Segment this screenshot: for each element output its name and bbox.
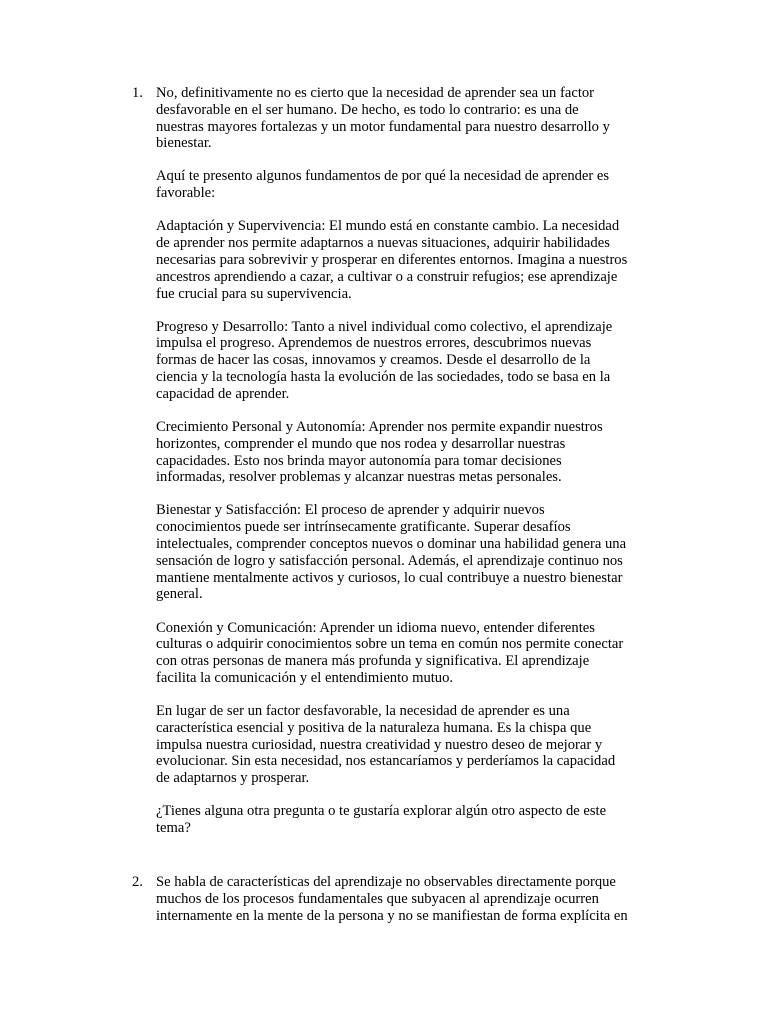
list-number: 2. (132, 874, 143, 890)
paragraph-progreso: Progreso y Desarrollo: Tanto a nivel individual como colectivo, el aprendizaje impulsa el progreso. Aprendemos de nuestros errores, descubrimos nuevas formas de hacer las cosas, innovamos y creamos. Desde el desarrollo de la ciencia y la tecnología hasta la evolución de las sociedades, todo se basa en la capacidad de aprender. (156, 318, 613, 402)
paragraph-pregunta: ¿Tienes alguna otra pregunta o te gustaría explorar algún otro aspecto de este tema? (156, 803, 607, 837)
list-number: 1. (132, 85, 143, 101)
paragraph-conclusion: En lugar de ser un factor desfavorable, la necesidad de aprender es una característica esencial y positiva de la naturaleza humana. Es la chispa que impulsa nuestra curiosidad, nuestra creatividad y nuestro deseo de mejorar y evolucionar. Sin esta necesidad, nos estancaríamos y perderíamos la capacidad de adaptarnos y prosperar. (156, 702, 616, 787)
paragraph-adaptacion: Adaptación y Supervivencia: El mundo está en constante cambio. La necesidad de aprender nos permite adaptarnos a nuevas situaciones, adquirir habilidades necesarias para sobrevivir y prosperar en diferentes entornos. Imagina a nuestros ancestros aprendiendo a cazar, a cultivar o a construir refugios; ese aprendizaje fue crucial para su supervivencia. (156, 218, 628, 302)
paragraph-bienestar: Bienestar y Satisfacción: El proceso de aprender y adquirir nuevos conocimientos puede ser intrínsecamente gratificante. Superar desafíos intelectuales, comprender conceptos nuevos o dominar una habilidad genera una sensación de logro y satisfacción personal. Además, el aprendizaje continuo nos mantiene mentalmente activos y curiosos, lo cual contribuye a nuestro bienestar general. (156, 502, 627, 603)
list-item-body (156, 874, 659, 924)
paragraph-conexion: Conexión y Comunicación: Aprender un idioma nuevo, entender diferentes culturas o adquirir conocimientos sobre un tema en común nos permite conectar con otras personas de manera más profunda y significativa. El aprendizaje facilita la comunicación y el entendimiento mutuo. (156, 619, 624, 686)
list-item-body (156, 85, 659, 837)
paragraph-fundamentos: Aquí te presento algunos fundamentos de por qué la necesidad de aprender es favorable: (156, 168, 610, 202)
paragraph-intro: No, definitivamente no es cierto que la necesidad de aprender sea un factor desfavorable en el ser humano. De hecho, es todo lo contrario: es una de nuestras mayores fortalezas y un motor fundamental para nuestro desarrollo y bienestar. (156, 85, 610, 152)
paragraph-crecimiento: Crecimiento Personal y Autonomía: Aprender nos permite expandir nuestros horizontes, comprender el mundo que nos rodea y desarrollar nuestras capacidades. Esto nos brinda mayor autonomía para tomar decisiones informadas, resolver problemas y alcanzar nuestras metas personales. (156, 418, 603, 486)
paragraph-no-observables: Se habla de características del aprendizaje no observables directamente porque muchos de los procesos fundamentales que subyacen al aprendizaje ocurren internamente en la mente de la persona y no se manifiestan de forma explícita en (156, 874, 628, 924)
